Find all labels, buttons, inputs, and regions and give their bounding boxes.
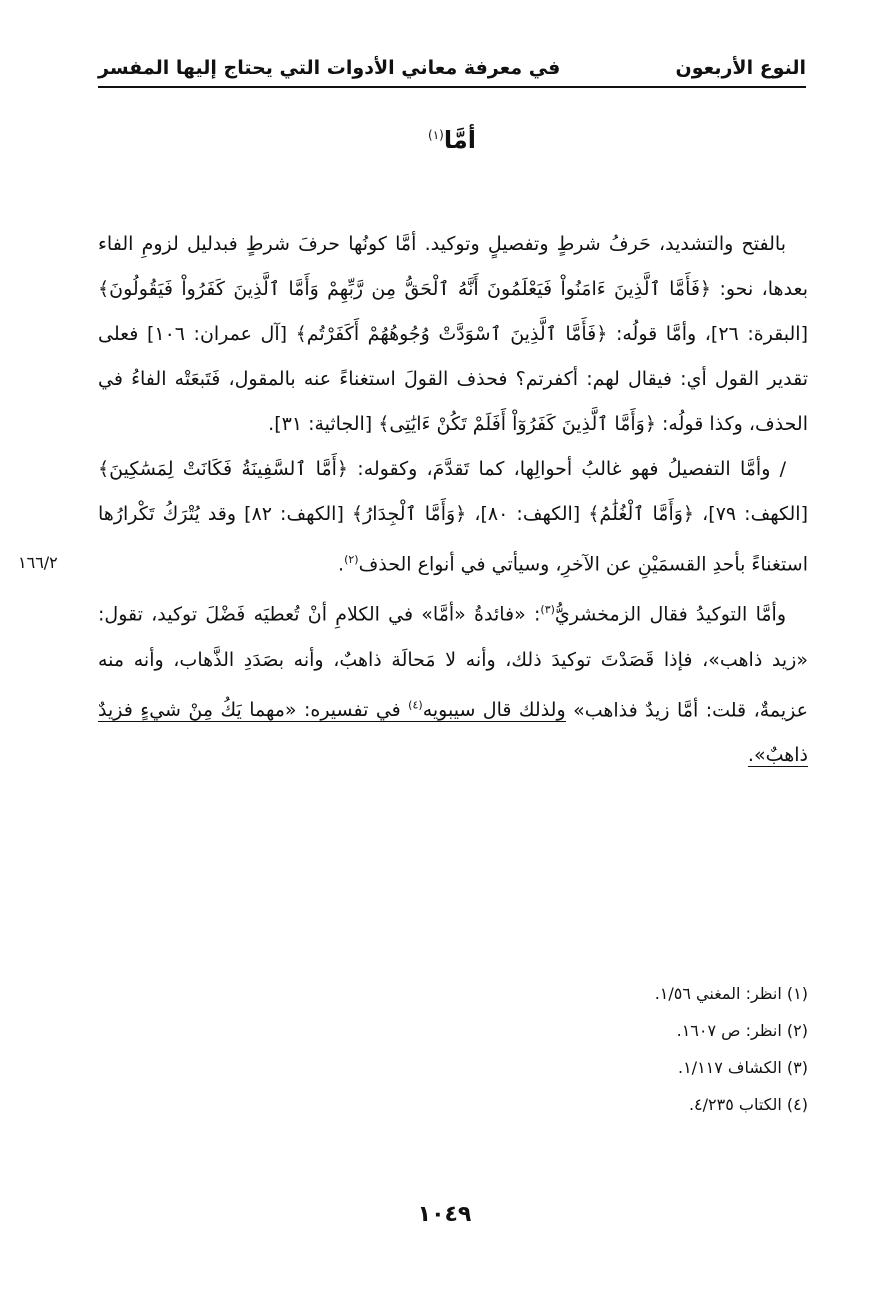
footnote-2: (٢) انظر: ص ١٦٠٧.	[676, 1021, 808, 1040]
paragraph-3	[98, 587, 808, 778]
section-title-text: أمَّا	[443, 126, 476, 154]
footnote-3: (٣) الكشاف ١/١١٧.	[677, 1058, 808, 1077]
paragraph-3-sibawayh: ولذلك قال سيبويه	[422, 698, 566, 721]
footnote-marker[interactable]: (٣)	[540, 603, 555, 617]
section-title	[98, 118, 806, 157]
body-text	[98, 222, 808, 778]
footnote-marker[interactable]: (١)	[428, 128, 444, 142]
margin-page-reference: ١٦٦/٢	[18, 553, 58, 572]
footnotes	[98, 975, 808, 1123]
footnote-1: (١) انظر: المغني ١/٥٦.	[654, 984, 808, 1003]
paragraph-3-quote: : «فائدةُ «أمَّا» في الكلامِ أنْ تُعطيَه فَضْلَ توكيد، تقول: «زيد ذاهب»، فإذا قَصَدْتَ توكيدَ ذلك، وأنه لا مَحالَة ذاهبٌ، وأنه بصَدَدِ الذَّهاب، وأنه منه عزيمةٌ، قلت: أمَّا زيدٌ فذاهب»	[98, 603, 808, 721]
paragraph-3-text: وأمَّا التوكيدُ فقال الزمخشريُّ	[554, 603, 786, 626]
header-title: في معرفة معاني الأدوات التي يحتاج إليها المفسر	[98, 57, 561, 79]
footnote-4: (٤) الكتاب ٤/٢٣٥.	[688, 1095, 808, 1114]
running-header	[98, 44, 806, 88]
paragraph-1: بالفتح والتشديد، حَرفُ شرطٍ وتفصيلٍ وتوكيد. أمَّا كونُها حرفَ شرطٍ فبدليل لزومِ الفاء بعدها، نحو: ﴿فَأَمَّا ٱلَّذِينَ ءَامَنُواْ فَيَعْلَمُونَ أَنَّهُ ٱلْحَقُّ مِن رَّبِّهِمْ وَأَمَّا ٱلَّذِينَ كَفَرُواْ فَيَقُولُونَ﴾ [البقرة: ٢٦]، وأمَّا قولُه: ﴿فَأَمَّا ٱلَّذِينَ ٱسْوَدَّتْ وُجُوهُهُمْ أَكَفَرْتُم﴾ [آل عمران: ١٠٦] فعلى تقدير القول أي: فيقال لهم: أكفرتم؟ فحذف القولَ استغناءً عنه بالمقول، فَتَبعَتْه الفاءُ في الحذف، وكذا قولُه: ﴿وَأَمَّا ٱلَّذِينَ كَفَرُوٓاْ أَفَلَمْ تَكُنْ ءَايَٰتِى﴾ [الجاثية: ٣١].	[98, 233, 808, 435]
paragraph-2-text: / وأمَّا التفصيلُ فهو غالبُ أحوالِها، كما تَقدَّمَ، وكقوله: ﴿أَمَّا ٱلسَّفِينَةُ فَكَانَتْ لِمَسَٰكِينَ﴾ [الكهف: ٧٩]، ﴿وَأَمَّا ٱلْغُلَٰمُ﴾ [الكهف: ٨٠]، ﴿وَأَمَّا ٱلْجِدَارُ﴾ [الكهف: ٨٢] وقد يُتْرَكُ تَكْرارُها استغناءً بأحدِ القسمَيْنِ عن الآخرِ، وسيأتي في أنواع الحذف	[98, 458, 808, 576]
paragraph-2	[98, 447, 808, 587]
paragraph-2-end: .	[338, 553, 345, 576]
footnote-marker[interactable]: (٢)	[344, 553, 359, 566]
page-number: ١٠٤٩	[417, 1202, 472, 1227]
footnote-marker[interactable]: (٤)	[408, 698, 423, 712]
header-chapter: النوع الأربعون	[675, 57, 806, 79]
paragraph-3-end: في تفسيره: «مهما يَكُ مِنْ شيءٍ فزيدٌ ذاهبٌ».	[98, 698, 808, 766]
